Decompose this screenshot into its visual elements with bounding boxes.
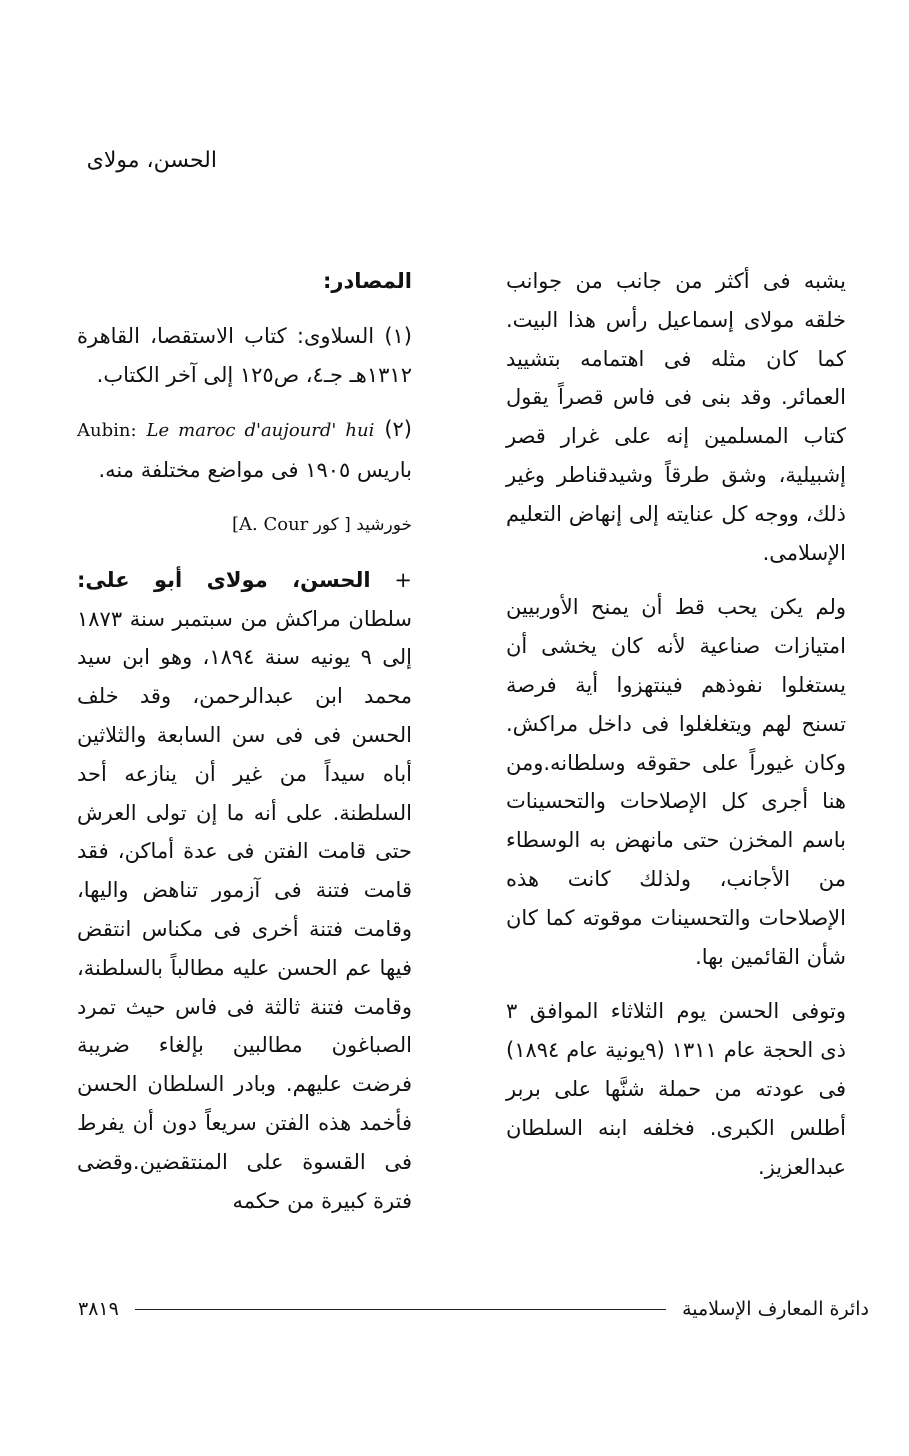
reference-2-title: Le maroc d'aujourd' hui xyxy=(146,420,375,442)
reference-1: (١) السلاوى: كتاب الاستقصا، القاهرة ١٣١٢هـ جـ٤، ص١٢٥ إلى آخر الكتاب. xyxy=(77,323,412,387)
reference-2-rest: باريس ١٩٠٥ فى مواضع مختلفة منه. xyxy=(98,458,412,483)
reference-2-number: (٢) xyxy=(384,417,412,442)
reference-2 xyxy=(77,410,412,490)
paragraph: يشبه فى أكثر من جانب من جوانب خلقه مولاى إسماعيل رأس هذا البيت. كما كان مثله فى اهتمامه بتشييد العمائر. وقد بنى فى فاس قصراً يقول كتاب المسلمين إنه على غرار قصر إشبيلية، وشق طرقاً وشيدقناطر وغير ذلك، ووجه كل عنايته إلى إنهاض التعليم الإسلامى. xyxy=(506,269,846,565)
footer-rule xyxy=(135,1309,666,1310)
signature-latin: A. Cour] xyxy=(231,513,309,535)
entry-paragraph xyxy=(77,561,412,1221)
left-column xyxy=(77,262,412,1236)
signature-arabic: خورشيد [ كور xyxy=(313,514,412,535)
page-number: ٣٨١٩ xyxy=(78,1298,119,1320)
paragraph: ولم يكن يحب قط أن يمنح الأوربيين امتيازات صناعية لأنه كان يخشى أن يستغلوا نفوذهم فينتهزوا أية فرصة تسنح لهم ويتغلغلوا فى داخل مراكش. وكان غيوراً على حقوقه وسلطانه.ومن هنا أجرى كل الإصلاحات والتحسينات باسم المخزن حتى مانهض به الوسطاء من الأجانب، ولذلك كانت هذه الإصلاحات والتحسينات موقوته كما كان شأن القائمين بها. xyxy=(506,595,846,969)
running-header: الحسن، مولاى xyxy=(86,148,217,173)
paragraph: وتوفى الحسن يوم الثلاثاء الموافق ٣ ذى الحجة عام ١٣١١ (٩يونية عام ١٨٩٤) فى عودته من حملة شنَّها على بربر أطلس الكبرى. فخلفه ابنه السلطان عبدالعزيز. xyxy=(506,999,846,1179)
entry-title: الحسن، مولاى أبو على: xyxy=(77,567,371,592)
right-column xyxy=(506,262,846,1202)
entry-marker: + xyxy=(394,567,412,592)
footer-book-title: دائرة المعارف الإسلامية xyxy=(682,1298,869,1320)
page-footer xyxy=(78,1298,869,1320)
author-signature xyxy=(77,506,412,545)
reference-2-author: Aubin: xyxy=(77,420,137,442)
entry-text: سلطان مراكش من سبتمبر سنة ١٨٧٣ إلى ٩ يونيه سنة ١٨٩٤، وهو ابن سيد محمد ابن عبدالرحمن، وقد خلف الحسن فى فى سن السابعة والثلاثين أباه سيداً من غير أن ينازعه أحد السلطنة. على أنه ما إن تولى العرش حتى قامت الفتن فى عدة أماكن، فقد قامت فتنة فى آزمور تناهض واليها، وقامت فتنة أخرى فى مكناس انتقض فيها عم الحسن عليه مطالباً بالسلطنة، وقامت فتنة ثالثة فى فاس حيث تمرد الصباغون مطالبين بإلغاء ضريبة فرضت عليهم. وبادر السلطان الحسن فأخمد هذه الفتن سريعاً دون أن يفرط فى القسوة على المنتقضين.وقضى فترة كبيرة من حكمه xyxy=(77,606,412,1213)
sources-heading: المصادر: xyxy=(322,269,412,293)
